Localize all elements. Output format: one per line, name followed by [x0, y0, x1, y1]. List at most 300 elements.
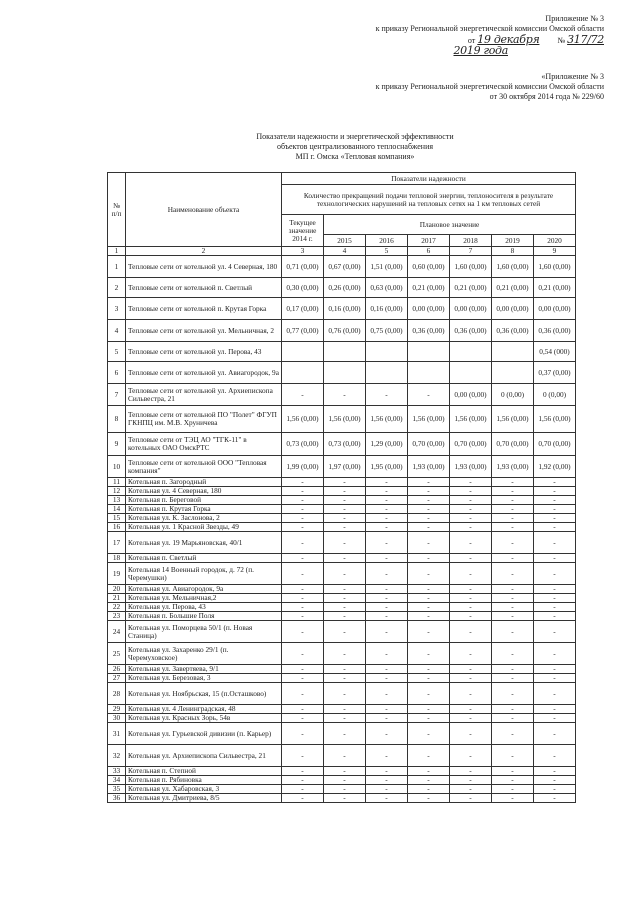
planned-value-cell: 0,00 (0,00): [492, 298, 534, 320]
planned-value-cell: 0,73 (0,00): [324, 433, 366, 456]
planned-value-cell: 0,21 (0,00): [408, 278, 450, 298]
planned-value-cell: -: [408, 612, 450, 621]
planned-value-cell: 0,76 (0,00): [324, 320, 366, 342]
planned-value-cell: -: [366, 514, 408, 523]
planned-value-cell: -: [450, 612, 492, 621]
object-name: Котельная п. Загородный: [126, 478, 282, 487]
planned-value-cell: 1,60 (0,00): [450, 256, 492, 278]
row-number: 1: [108, 256, 126, 278]
current-value-cell: 0,73 (0,00): [282, 433, 324, 456]
table-row: [108, 723, 576, 745]
year-cell: 2019: [492, 235, 534, 247]
planned-value-cell: 0 (0,00): [492, 384, 534, 406]
planned-value-cell: -: [450, 705, 492, 714]
planned-value-cell: -: [324, 621, 366, 643]
planned-value-cell: -: [366, 794, 408, 803]
planned-value-cell: -: [492, 487, 534, 496]
planned-value-cell: -: [450, 496, 492, 505]
planned-value-cell: 1,29 (0,00): [366, 433, 408, 456]
planned-value-cell: [450, 342, 492, 362]
table-row: [108, 705, 576, 714]
planned-value-cell: -: [366, 714, 408, 723]
current-value-cell: 0,77 (0,00): [282, 320, 324, 342]
table-row: [108, 532, 576, 554]
planned-value-cell: 1,56 (0,00): [450, 406, 492, 433]
row-number: 22: [108, 603, 126, 612]
table-row: [108, 278, 576, 298]
planned-value-cell: -: [492, 776, 534, 785]
title-line-2: объектов централизованного теплоснабжения: [276, 142, 434, 151]
planned-value-cell: -: [408, 714, 450, 723]
table-row: [108, 384, 576, 406]
planned-value-cell: -: [450, 723, 492, 745]
prev-order-line: к приказу Региональной энергетической комиссии Омской области: [375, 82, 604, 91]
planned-value-cell: -: [366, 487, 408, 496]
number-prefix: №: [557, 36, 566, 45]
planned-value-cell: -: [534, 643, 576, 665]
header-reliability-group: Показатели надежности: [282, 173, 576, 185]
planned-value-cell: 0,00 (0,00): [408, 298, 450, 320]
planned-value-cell: -: [366, 554, 408, 563]
row-number: 35: [108, 785, 126, 794]
date-prefix: от: [467, 36, 476, 45]
planned-value-cell: -: [492, 478, 534, 487]
planned-value-cell: -: [366, 643, 408, 665]
object-name: Котельная ул. Авиагородок, 9а: [126, 585, 282, 594]
object-name: Котельная ул. Березовая, 3: [126, 674, 282, 683]
object-name: Тепловые сети от котельной п. Крутая Горка: [126, 298, 282, 320]
current-value-cell: [282, 342, 324, 362]
object-name: Котельная ул. Завертяева, 9/1: [126, 665, 282, 674]
table-row: [108, 621, 576, 643]
planned-value-cell: -: [324, 554, 366, 563]
current-value-cell: -: [282, 723, 324, 745]
row-number: 36: [108, 794, 126, 803]
planned-value-cell: -: [324, 612, 366, 621]
planned-value-cell: 1,95 (0,00): [366, 456, 408, 478]
current-value-cell: -: [282, 478, 324, 487]
current-value-cell: -: [282, 585, 324, 594]
planned-value-cell: -: [450, 487, 492, 496]
current-value-cell: 0,17 (0,00): [282, 298, 324, 320]
object-name: Котельная ул. Хабаровская, 3: [126, 785, 282, 794]
object-name: Котельная ул. Мельничная,2: [126, 594, 282, 603]
planned-value-cell: -: [450, 621, 492, 643]
table-row: [108, 298, 576, 320]
planned-value-cell: -: [324, 674, 366, 683]
current-value-cell: -: [282, 705, 324, 714]
planned-value-cell: -: [366, 745, 408, 767]
planned-value-cell: -: [324, 767, 366, 776]
planned-value-cell: -: [366, 665, 408, 674]
object-name: Котельная ул. 4 Северная, 180: [126, 487, 282, 496]
planned-value-cell: -: [492, 532, 534, 554]
object-name: Тепловые сети от котельной ул. Перова, 43: [126, 342, 282, 362]
object-name: Котельная ул. Гурьевской дивизии (п. Карьер): [126, 723, 282, 745]
planned-value-cell: -: [324, 643, 366, 665]
planned-value-cell: -: [534, 532, 576, 554]
planned-value-cell: -: [408, 532, 450, 554]
previous-order-header: [376, 72, 604, 102]
header-interruptions: Количество прекращений подачи тепловой энергии, теплоносителя в результате технологических нарушений на тепловых сетях на 1 км тепловых сетей: [282, 185, 576, 215]
planned-value-cell: [324, 342, 366, 362]
planned-value-cell: 0,36 (0,00): [450, 320, 492, 342]
planned-value-cell: -: [534, 563, 576, 585]
planned-value-cell: -: [408, 745, 450, 767]
planned-value-cell: 0,70 (0,00): [492, 433, 534, 456]
object-name: Тепловые сети от котельной ул. Авиагородок, 9а: [126, 362, 282, 384]
table-row: [108, 523, 576, 532]
table-row: [108, 256, 576, 278]
planned-value-cell: -: [366, 705, 408, 714]
object-name: Тепловые сети от ТЭЦ АО "ТГК-11" в котельных ОАО ОмскРТС: [126, 433, 282, 456]
current-value-cell: -: [282, 563, 324, 585]
year-cell: 2018: [450, 235, 492, 247]
planned-value-cell: -: [366, 767, 408, 776]
current-value-cell: [282, 362, 324, 384]
planned-value-cell: -: [324, 514, 366, 523]
planned-value-cell: [492, 342, 534, 362]
planned-value-cell: 1,56 (0,00): [324, 406, 366, 433]
planned-value-cell: -: [324, 683, 366, 705]
planned-value-cell: 0,54 (000): [534, 342, 576, 362]
table-row: [108, 563, 576, 585]
table-row: [108, 594, 576, 603]
planned-value-cell: [450, 362, 492, 384]
header-number: № п/п: [108, 173, 126, 247]
row-number: 14: [108, 505, 126, 514]
current-value-cell: -: [282, 714, 324, 723]
row-number: 15: [108, 514, 126, 523]
planned-value-cell: -: [492, 523, 534, 532]
year-cell: 2016: [366, 235, 408, 247]
planned-value-cell: 1,51 (0,00): [366, 256, 408, 278]
index-cell: 2: [126, 247, 282, 256]
table-row: [108, 603, 576, 612]
row-number: 9: [108, 433, 126, 456]
appendix-label: Приложение № 3: [545, 14, 604, 23]
planned-value-cell: -: [534, 594, 576, 603]
planned-value-cell: 0,26 (0,00): [324, 278, 366, 298]
planned-value-cell: -: [450, 478, 492, 487]
planned-value-cell: 1,93 (0,00): [408, 456, 450, 478]
object-name: Котельная ул. Красных Зорь, 54в: [126, 714, 282, 723]
planned-value-cell: -: [492, 621, 534, 643]
planned-value-cell: 1,60 (0,00): [492, 256, 534, 278]
column-index-row: [108, 247, 576, 256]
planned-value-cell: 0,36 (0,00): [534, 320, 576, 342]
planned-value-cell: -: [534, 621, 576, 643]
row-number: 18: [108, 554, 126, 563]
planned-value-cell: -: [492, 554, 534, 563]
planned-value-cell: -: [408, 776, 450, 785]
planned-value-cell: -: [492, 496, 534, 505]
planned-value-cell: -: [450, 563, 492, 585]
planned-value-cell: -: [534, 794, 576, 803]
row-number: 21: [108, 594, 126, 603]
planned-value-cell: -: [324, 723, 366, 745]
header-current-value: Текущее значение 2014 г.: [282, 215, 324, 247]
planned-value-cell: 1,93 (0,00): [492, 456, 534, 478]
current-value-cell: -: [282, 594, 324, 603]
row-number: 26: [108, 665, 126, 674]
planned-value-cell: -: [450, 514, 492, 523]
planned-value-cell: 0,75 (0,00): [366, 320, 408, 342]
planned-value-cell: -: [324, 487, 366, 496]
planned-value-cell: -: [366, 523, 408, 532]
row-number: 5: [108, 342, 126, 362]
planned-value-cell: -: [450, 603, 492, 612]
document-title: [230, 132, 480, 162]
object-name: Котельная п. Крутая Горка: [126, 505, 282, 514]
row-number: 28: [108, 683, 126, 705]
row-number: 12: [108, 487, 126, 496]
planned-value-cell: 0,00 (0,00): [450, 298, 492, 320]
table-row: [108, 745, 576, 767]
planned-value-cell: -: [408, 621, 450, 643]
planned-value-cell: -: [324, 563, 366, 585]
row-number: 10: [108, 456, 126, 478]
planned-value-cell: -: [492, 705, 534, 714]
planned-value-cell: 0,16 (0,00): [366, 298, 408, 320]
object-name: Котельная п. Береговой: [126, 496, 282, 505]
table-row: [108, 776, 576, 785]
planned-value-cell: -: [366, 603, 408, 612]
object-name: Котельная ул. Перова, 43: [126, 603, 282, 612]
object-name: Тепловые сети от котельной п. Светлый: [126, 278, 282, 298]
planned-value-cell: 0,00 (0,00): [534, 298, 576, 320]
planned-value-cell: -: [492, 505, 534, 514]
index-cell: 8: [492, 247, 534, 256]
table-row: [108, 554, 576, 563]
prev-appendix-label: «Приложение № 3: [541, 72, 604, 81]
current-value-cell: 1,99 (0,00): [282, 456, 324, 478]
row-number: 27: [108, 674, 126, 683]
planned-value-cell: -: [492, 594, 534, 603]
year-cell: 2020: [534, 235, 576, 247]
current-value-cell: -: [282, 776, 324, 785]
planned-value-cell: -: [450, 714, 492, 723]
planned-value-cell: -: [408, 487, 450, 496]
current-value-cell: -: [282, 683, 324, 705]
handwritten-date: 19 декабря: [477, 33, 540, 46]
row-number: 19: [108, 563, 126, 585]
planned-value-cell: [408, 342, 450, 362]
object-name: Котельная ул. Архиепископа Сильвестра, 21: [126, 745, 282, 767]
planned-value-cell: [366, 342, 408, 362]
index-cell: 9: [534, 247, 576, 256]
current-value-cell: 1,56 (0,00): [282, 406, 324, 433]
object-name: Тепловые сети от котельной ПО "Полет" ФГУП ГКНПЦ им. М.В. Хруничева: [126, 406, 282, 433]
index-cell: 5: [366, 247, 408, 256]
planned-value-cell: -: [408, 384, 450, 406]
current-value-cell: -: [282, 612, 324, 621]
planned-value-cell: -: [408, 785, 450, 794]
current-value-cell: -: [282, 514, 324, 523]
current-value-cell: -: [282, 674, 324, 683]
row-number: 4: [108, 320, 126, 342]
planned-value-cell: -: [366, 505, 408, 514]
planned-value-cell: -: [492, 794, 534, 803]
reliability-table: [107, 172, 576, 803]
planned-value-cell: [324, 362, 366, 384]
row-number: 17: [108, 532, 126, 554]
planned-value-cell: -: [450, 585, 492, 594]
planned-value-cell: -: [492, 674, 534, 683]
year-cell: 2017: [408, 235, 450, 247]
planned-value-cell: -: [534, 723, 576, 745]
planned-value-cell: 0,63 (0,00): [366, 278, 408, 298]
planned-value-cell: -: [450, 532, 492, 554]
table-head: [108, 173, 576, 256]
index-cell: 1: [108, 247, 126, 256]
planned-value-cell: -: [534, 505, 576, 514]
title-line-3: МП г. Омска «Тепловая компания»: [295, 152, 415, 161]
planned-value-cell: 1,92 (0,00): [534, 456, 576, 478]
planned-value-cell: -: [366, 776, 408, 785]
planned-value-cell: -: [534, 745, 576, 767]
planned-value-cell: -: [492, 767, 534, 776]
row-number: 7: [108, 384, 126, 406]
planned-value-cell: -: [408, 674, 450, 683]
planned-value-cell: -: [492, 563, 534, 585]
planned-value-cell: 0 (0,00): [534, 384, 576, 406]
current-value-cell: 0,30 (0,00): [282, 278, 324, 298]
title-line-1: Показатели надежности и энергетической эффективности: [256, 132, 454, 141]
planned-value-cell: -: [450, 594, 492, 603]
planned-value-cell: -: [450, 785, 492, 794]
planned-value-cell: 1,60 (0,00): [534, 256, 576, 278]
planned-value-cell: -: [534, 665, 576, 674]
planned-value-cell: -: [366, 563, 408, 585]
handwritten-year: 2019 года: [453, 44, 508, 57]
object-name: Котельная п. Большие Поля: [126, 612, 282, 621]
order-line: к приказу Региональной энергетической комиссии Омской области: [375, 24, 604, 33]
table-row: [108, 342, 576, 362]
planned-value-cell: -: [450, 665, 492, 674]
planned-value-cell: -: [324, 496, 366, 505]
planned-value-cell: -: [366, 496, 408, 505]
planned-value-cell: -: [408, 683, 450, 705]
planned-value-cell: -: [408, 554, 450, 563]
planned-value-cell: -: [534, 514, 576, 523]
planned-value-cell: -: [408, 594, 450, 603]
planned-value-cell: -: [534, 523, 576, 532]
planned-value-cell: -: [534, 674, 576, 683]
planned-value-cell: -: [366, 612, 408, 621]
planned-value-cell: -: [324, 745, 366, 767]
current-value-cell: -: [282, 532, 324, 554]
planned-value-cell: -: [408, 496, 450, 505]
row-number: 24: [108, 621, 126, 643]
planned-value-cell: -: [408, 767, 450, 776]
index-cell: 3: [282, 247, 324, 256]
table-row: [108, 487, 576, 496]
planned-value-cell: 0,21 (0,00): [450, 278, 492, 298]
row-number: 20: [108, 585, 126, 594]
planned-value-cell: 0,36 (0,00): [408, 320, 450, 342]
current-value-cell: -: [282, 523, 324, 532]
planned-value-cell: 0,37 (0,00): [534, 362, 576, 384]
planned-value-cell: -: [324, 585, 366, 594]
row-number: 25: [108, 643, 126, 665]
planned-value-cell: -: [324, 478, 366, 487]
index-cell: 7: [450, 247, 492, 256]
row-number: 32: [108, 745, 126, 767]
table-row: [108, 433, 576, 456]
planned-value-cell: -: [534, 776, 576, 785]
planned-value-cell: -: [408, 523, 450, 532]
current-value-cell: -: [282, 603, 324, 612]
object-name: Котельная п. Рябиновка: [126, 776, 282, 785]
planned-value-cell: -: [366, 621, 408, 643]
object-name: Котельная ул. 19 Марьяновская, 40/1: [126, 532, 282, 554]
table-body: [108, 256, 576, 803]
planned-value-cell: -: [534, 705, 576, 714]
current-value-cell: -: [282, 505, 324, 514]
planned-value-cell: 1,56 (0,00): [366, 406, 408, 433]
planned-value-cell: -: [324, 794, 366, 803]
planned-value-cell: -: [408, 505, 450, 514]
current-value-cell: -: [282, 554, 324, 563]
table-row: [108, 585, 576, 594]
planned-value-cell: -: [408, 794, 450, 803]
current-value-cell: -: [282, 384, 324, 406]
planned-value-cell: -: [366, 585, 408, 594]
planned-value-cell: 0,00 (0,00): [450, 384, 492, 406]
table-row: [108, 612, 576, 621]
planned-value-cell: -: [408, 563, 450, 585]
object-name: Тепловые сети от котельной ул. Мельничная, 2: [126, 320, 282, 342]
object-name: Тепловые сети от котельной ООО "Тепловая компания": [126, 456, 282, 478]
planned-value-cell: -: [450, 505, 492, 514]
row-number: 8: [108, 406, 126, 433]
current-value-cell: -: [282, 496, 324, 505]
object-name: Котельная ул. Захаренко 29/1 (п. Черемуховское): [126, 643, 282, 665]
row-number: 3: [108, 298, 126, 320]
planned-value-cell: -: [450, 745, 492, 767]
table-row: [108, 674, 576, 683]
planned-value-cell: 0,16 (0,00): [324, 298, 366, 320]
planned-value-cell: -: [450, 683, 492, 705]
planned-value-cell: -: [534, 603, 576, 612]
planned-value-cell: -: [324, 505, 366, 514]
table-row: [108, 794, 576, 803]
object-name: Котельная ул. К. Заслонова, 2: [126, 514, 282, 523]
planned-value-cell: -: [534, 767, 576, 776]
object-name: Тепловые сети от котельной ул. 4 Северная, 180: [126, 256, 282, 278]
table-row: [108, 456, 576, 478]
planned-value-cell: 1,56 (0,00): [534, 406, 576, 433]
planned-value-cell: -: [534, 714, 576, 723]
planned-value-cell: -: [324, 523, 366, 532]
planned-value-cell: -: [534, 785, 576, 794]
current-value-cell: 0,71 (0,00): [282, 256, 324, 278]
row-number: 6: [108, 362, 126, 384]
object-name: Котельная ул. 1 Красной Звезды, 49: [126, 523, 282, 532]
current-value-cell: -: [282, 767, 324, 776]
planned-value-cell: -: [324, 785, 366, 794]
planned-value-cell: -: [492, 514, 534, 523]
planned-value-cell: -: [366, 674, 408, 683]
current-value-cell: -: [282, 785, 324, 794]
planned-value-cell: -: [492, 585, 534, 594]
planned-value-cell: -: [324, 776, 366, 785]
object-name: Котельная ул. Ноябрьская, 15 (п.Осташково): [126, 683, 282, 705]
planned-value-cell: -: [534, 487, 576, 496]
planned-value-cell: -: [450, 776, 492, 785]
object-name: Котельная п. Степной: [126, 767, 282, 776]
